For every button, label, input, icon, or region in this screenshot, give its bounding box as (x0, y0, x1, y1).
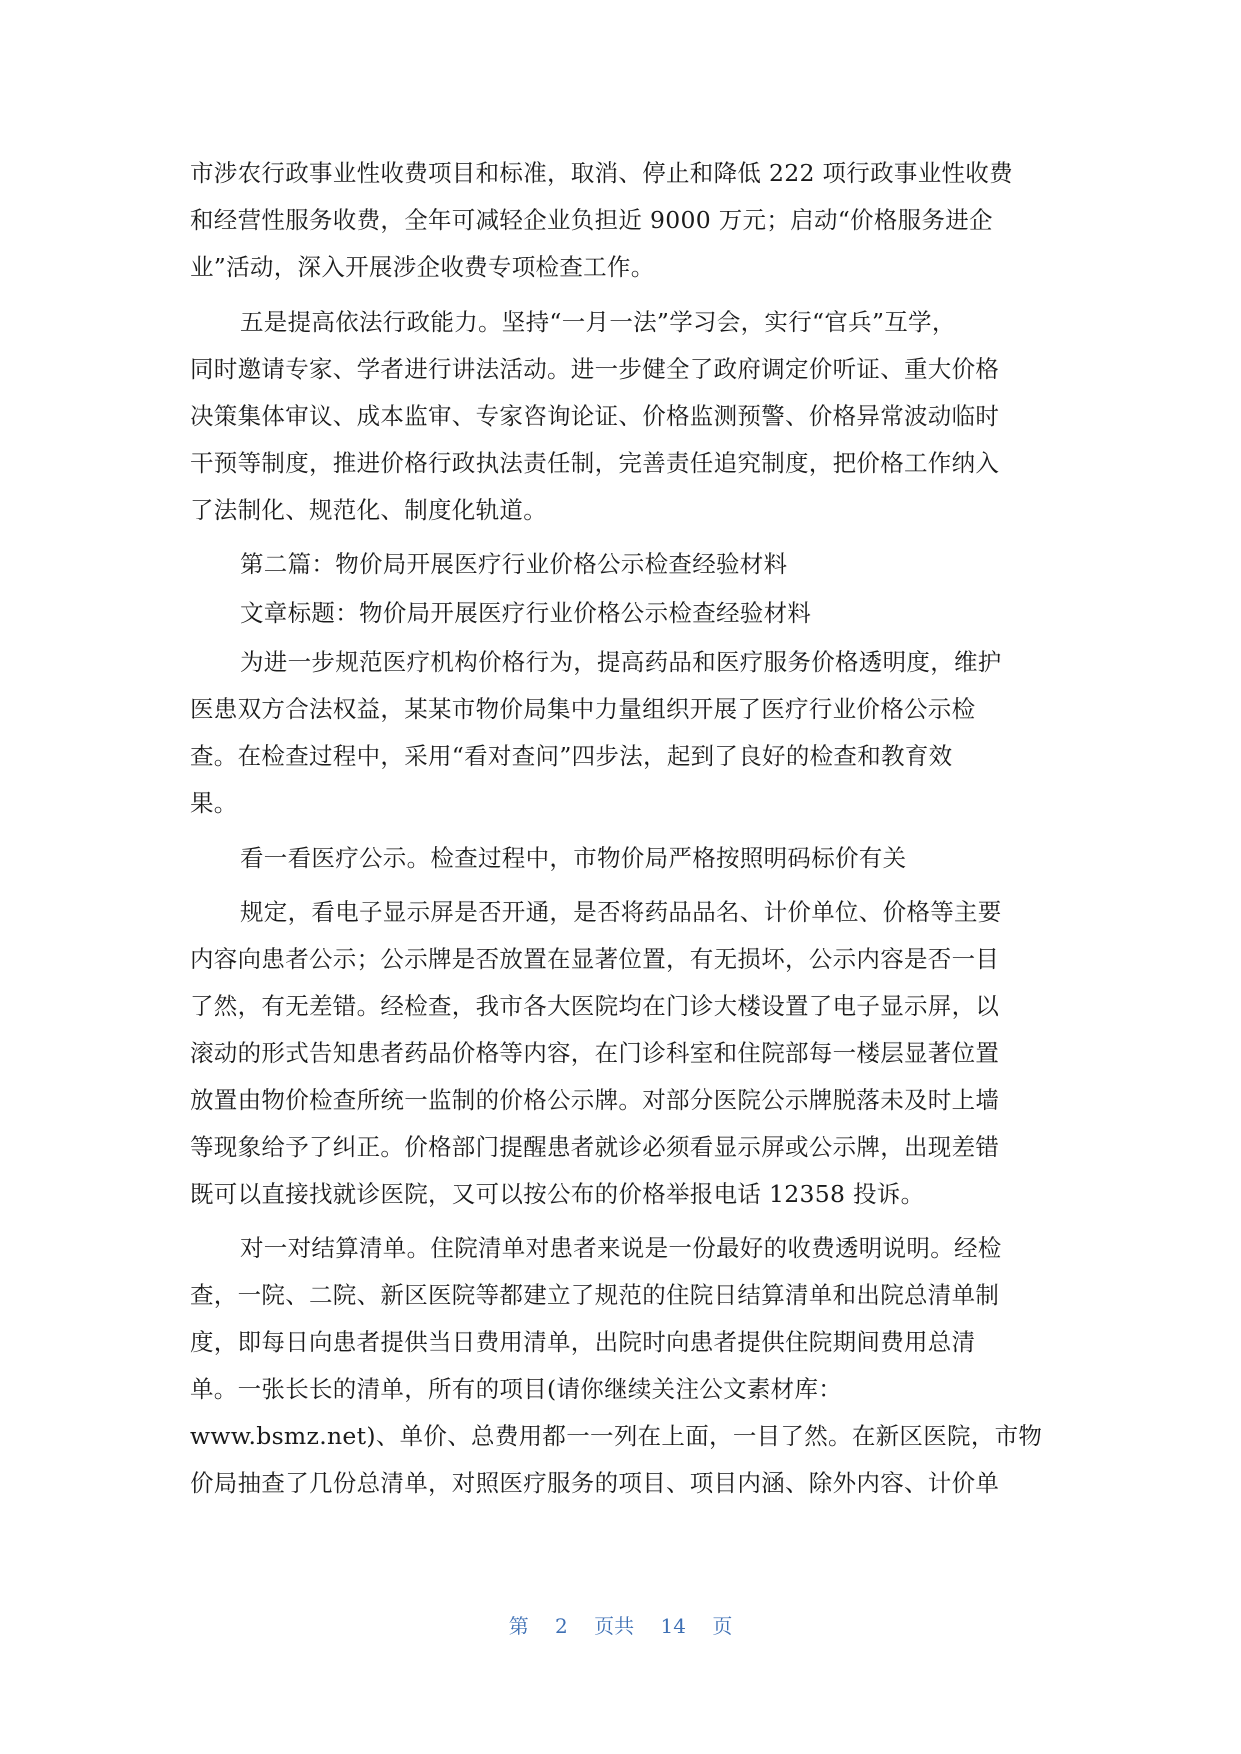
text-line: 单。一张长长的清单，所有的项目(请你继续关注公文素材库： (190, 1375, 843, 1403)
paragraph-start-line: 五是提高依法行政能力。坚持“一月一法”学习会，实行“官兵”互学， (240, 308, 956, 336)
text-line: 内容向患者公示；公示牌是否放置在显著位置，有无损坏，公示内容是否一目 (190, 945, 1000, 973)
current-page-number: 2 (555, 1614, 568, 1638)
text-line: 市涉农行政事业性收费项目和标准，取消、停止和降低 222 项行政事业性收费 (190, 159, 1013, 187)
text-line: 果。 (190, 789, 238, 817)
text-line: 了法制化、规范化、制度化轨道。 (190, 496, 547, 524)
paragraph-start-line: 为进一步规范医疗机构价格行为，提高药品和医疗服务价格透明度，维护 (240, 648, 1002, 676)
text-line: 规定，看电子显示屏是否开通，是否将药品品名、计价单位、价格等主要 (240, 898, 1002, 926)
text-line: www.bsmz.net)、单价、总费用都一一列在上面，一目了然。在新区医院，市物 (190, 1422, 1043, 1450)
paragraph-start-line: 看一看医疗公示。检查过程中，市物价局严格按照明码标价有关 (240, 844, 907, 872)
article-title: 文章标题：物价局开展医疗行业价格公示检查经验材料 (240, 599, 812, 627)
page-number-footer (0, 1610, 1241, 1639)
footer-prefix: 第 (508, 1614, 529, 1638)
footer-middle: 页共 (594, 1614, 635, 1638)
text-line: 价局抽查了几份总清单，对照医疗服务的项目、项目内涵、除外内容、计价单 (190, 1469, 1000, 1497)
text-line: 业”活动，深入开展涉企收费专项检查工作。 (190, 253, 655, 281)
total-pages-number: 14 (660, 1614, 686, 1638)
text-line: 同时邀请专家、学者进行讲法活动。进一步健全了政府调定价听证、重大价格 (190, 355, 1000, 383)
footer-suffix: 页 (712, 1614, 733, 1638)
section-heading: 第二篇：物价局开展医疗行业价格公示检查经验材料 (240, 550, 788, 578)
text-line: 查，一院、二院、新区医院等都建立了规范的住院日结算清单和出院总清单制 (190, 1281, 1000, 1309)
text-line: 滚动的形式告知患者药品价格等内容，在门诊科室和住院部每一楼层显著位置 (190, 1039, 1000, 1067)
paragraph-start-line: 对一对结算清单。住院清单对患者来说是一份最好的收费透明说明。经检 (240, 1234, 1002, 1262)
text-line: 了然，有无差错。经检查，我市各大医院均在门诊大楼设置了电子显示屏，以 (190, 992, 1000, 1020)
text-line: 查。在检查过程中，采用“看对查问”四步法，起到了良好的检查和教育效 (190, 742, 953, 770)
text-line: 干预等制度，推进价格行政执法责任制，完善责任追究制度，把价格工作纳入 (190, 449, 1000, 477)
text-line: 决策集体审议、成本监审、专家咨询论证、价格监测预警、价格异常波动临时 (190, 402, 1000, 430)
text-line: 和经营性服务收费，全年可减轻企业负担近 9000 万元；启动“价格服务进企 (190, 206, 993, 234)
text-line: 等现象给予了纠正。价格部门提醒患者就诊必须看显示屏或公示牌，出现差错 (190, 1133, 1000, 1161)
text-line: 医患双方合法权益，某某市物价局集中力量组织开展了医疗行业价格公示检 (190, 695, 976, 723)
text-line: 放置由物价检查所统一监制的价格公示牌。对部分医院公示牌脱落未及时上墙 (190, 1086, 1000, 1114)
text-line: 既可以直接找就诊医院，又可以按公布的价格举报电话 12358 投诉。 (190, 1180, 925, 1208)
text-line: 度，即每日向患者提供当日费用清单，出院时向患者提供住院期间费用总清 (190, 1328, 976, 1356)
